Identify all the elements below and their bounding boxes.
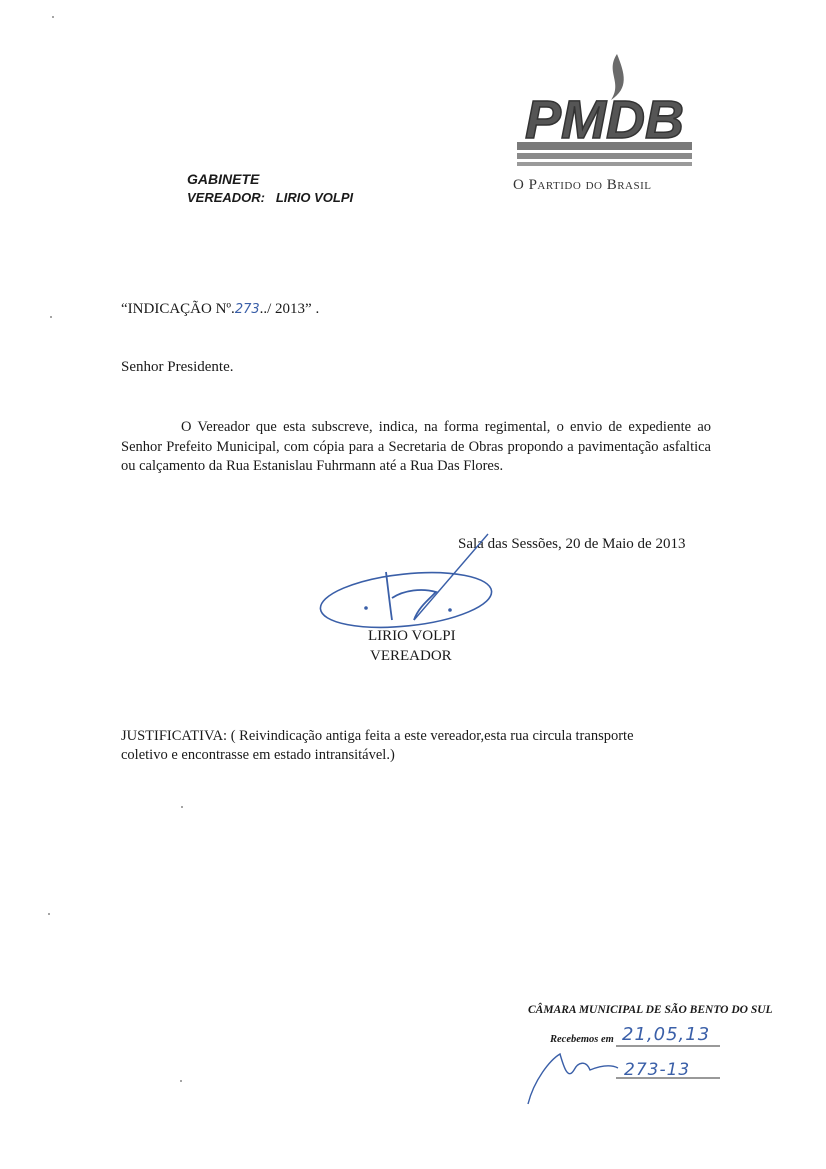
indicacao-heading bbox=[121, 301, 319, 318]
scan-speck bbox=[52, 16, 54, 18]
indicacao-number: 273 bbox=[234, 302, 260, 317]
signer-name: LIRIO VOLPI bbox=[368, 628, 456, 644]
stamp-protocol-number: 273-13 bbox=[624, 1060, 691, 1080]
stamp-received-label: Recebemos em bbox=[550, 1034, 614, 1045]
office-title: GABINETE bbox=[187, 171, 260, 187]
justification-text: JUSTIFICATIVA: ( Reivindicação antiga feita a este vereador,esta rua circula transporte coletivo e encontrasse em estado intransitável.) bbox=[121, 728, 634, 763]
place-and-date: Sala das Sessões, 20 de Maio de 2013 bbox=[458, 536, 686, 552]
scan-speck bbox=[180, 1080, 182, 1082]
party-tagline: O Partido do Brasil bbox=[513, 177, 652, 193]
councilor-name: LIRIO VOLPI bbox=[275, 190, 354, 205]
scan-speck bbox=[48, 913, 50, 915]
pmdb-logo-graphic bbox=[505, 52, 705, 197]
scan-speck bbox=[181, 806, 183, 808]
scan-speck bbox=[50, 316, 52, 318]
handwritten-signature bbox=[318, 528, 508, 638]
indicacao-suffix: ../ 2013” . bbox=[259, 301, 320, 317]
salutation: Senhor Presidente. bbox=[121, 359, 234, 375]
stamp-title: CÂMARA MUNICIPAL DE SÃO BENTO DO SUL bbox=[528, 1004, 773, 1016]
stamp-received-date: 21,05,13 bbox=[622, 1024, 711, 1045]
pmdb-wordmark: PMDB bbox=[525, 90, 684, 150]
signer-role: VEREADOR bbox=[370, 648, 452, 664]
stamp-initials-signature bbox=[528, 1054, 618, 1104]
party-logo bbox=[505, 52, 705, 197]
body-paragraph: O Vereador que esta subscreve, indica, na forma regimental, o envio de expediente ao Senhor Prefeito Municipal, com cópia para a Secretaria de Obras propondo a pavimentação asfaltica ou calçamento da Rua Estanislau Fuhrmann até a Rua Das Flores. bbox=[121, 419, 711, 474]
councilor-line bbox=[187, 190, 353, 205]
indicacao-prefix: “INDICAÇÃO Nº. bbox=[121, 301, 235, 317]
councilor-label: VEREADOR: bbox=[187, 190, 266, 205]
